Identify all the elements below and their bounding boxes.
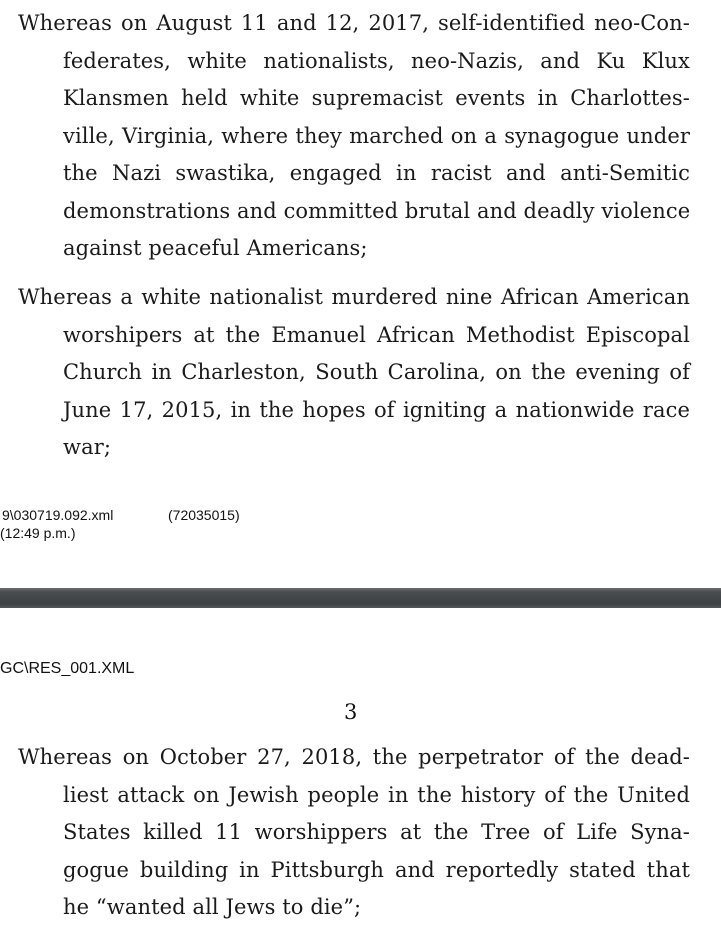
text-line: he “wanted all Jews to die”; <box>63 895 362 919</box>
text-line: war; <box>63 435 112 459</box>
text-line: against peaceful Americans; <box>63 236 368 260</box>
page-number: 3 <box>344 700 358 724</box>
page-separator <box>0 588 721 608</box>
text-line: gogue building in Pittsburgh and reportedly stated that <box>63 857 690 882</box>
text-line: Whereas on October 27, 2018, the perpetrator of the dead- <box>18 745 690 769</box>
footer-doc-number: (72035015) <box>168 507 240 523</box>
text-line: Whereas on August 11 and 12, 2017, self-identified neo-Con- <box>18 11 690 35</box>
text-line: the Nazi swastika, engaged in racist and anti-Semitic <box>63 161 690 185</box>
footer-time: (12:49 p.m.) <box>0 525 76 541</box>
text-line: Whereas a white nationalist murdered nine African American <box>18 285 690 309</box>
text-line: liest attack on Jewish people in the history of the United <box>63 782 690 807</box>
text-line: Klansmen held white supremacist events in Charlottes- <box>63 86 690 110</box>
text-line: Church in Charleston, South Carolina, on the evening of <box>63 360 690 384</box>
text-line: federates, white nationalists, neo-Nazis, and Ku Klux <box>63 48 690 73</box>
text-line: ville, Virginia, where they marched on a synagogue under <box>63 123 690 148</box>
text-line: June 17, 2015, in the hopes of igniting a nationwide race <box>63 397 690 422</box>
footer-file-id: 9\030719.092.xml <box>2 507 114 523</box>
text-line: demonstrations and committed brutal and deadly violence <box>63 198 691 223</box>
header-file-path: GC\RES_001.XML <box>0 660 135 677</box>
text-line: worshipers at the Emanuel African Methodist Episcopal <box>63 322 690 347</box>
text-line: States killed 11 worshippers at the Tree of Life Syna- <box>63 820 690 844</box>
